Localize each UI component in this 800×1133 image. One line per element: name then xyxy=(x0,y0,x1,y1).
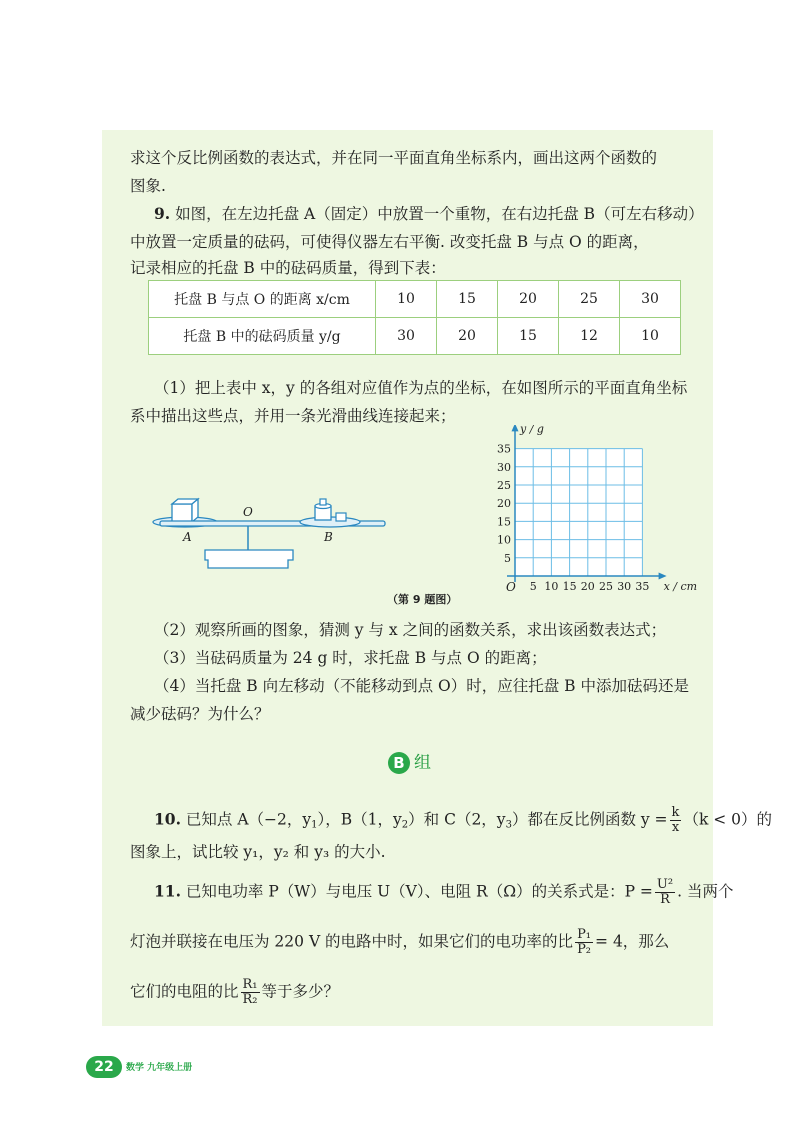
book-title: 数学 九年级上册 xyxy=(126,1063,193,1073)
y-tick-label: 5 xyxy=(504,551,511,565)
x-axis-label: x / cm xyxy=(663,580,698,593)
figure-caption: （第 9 题图） xyxy=(387,593,458,606)
q11-line3-a: 它们的电阻的比 xyxy=(130,982,239,1001)
table-cell: 20 xyxy=(437,318,498,355)
data-table xyxy=(148,280,681,355)
grid-background xyxy=(515,449,642,576)
table-cell: 15 xyxy=(437,281,498,318)
table-row xyxy=(149,281,681,318)
table-cell: 30 xyxy=(376,318,437,355)
q9-line-3: 记录相应的托盘 B 中的砝码质量，得到下表： xyxy=(130,259,446,277)
y-axis-arrow xyxy=(512,425,519,431)
q11-fraction-1 xyxy=(655,878,675,907)
y-tick-label: 35 xyxy=(497,442,511,456)
q10-text-d: ）都在反比例函数 y = xyxy=(511,810,668,829)
q11-frac3-den: R₂ xyxy=(242,992,258,1007)
counterweight-knob xyxy=(320,499,326,505)
q9-part1-line-1: （1）把上表中 x，y 的各组对应值作为点的坐标，在如图所示的平面直角坐标 xyxy=(154,379,688,397)
q9-line-2: 中放置一定质量的砝码，可使得仪器左右平衡. 改变托盘 B 与点 O 的距离， xyxy=(130,233,649,251)
q11-number: 11. xyxy=(154,881,181,901)
balance-illustration xyxy=(150,490,395,575)
x-tick-label: 20 xyxy=(580,580,595,593)
page-number: 22 xyxy=(86,1056,122,1078)
q10-text-c: ）和 C（2，y xyxy=(408,810,506,829)
y-tick-label: 30 xyxy=(497,460,511,474)
q11-fraction-3 xyxy=(241,978,260,1007)
label-b: B xyxy=(324,530,333,544)
coordinate-grid-chart xyxy=(480,425,700,593)
q11-text-b: . 当两个 xyxy=(677,882,734,901)
q10-text-b: ），B（1，y xyxy=(317,810,402,829)
table-cell: 25 xyxy=(559,281,620,318)
q11-frac2-num: P₁ xyxy=(577,927,592,942)
x-axis-arrow xyxy=(659,573,667,580)
y-tick-label: 25 xyxy=(497,479,511,492)
q11-frac2-den: P₂ xyxy=(577,942,592,957)
balance-base xyxy=(205,550,293,568)
q9-line-1 xyxy=(154,204,704,224)
q10-text-e: （k < 0）的 xyxy=(683,810,773,829)
weight-box xyxy=(172,504,192,522)
y-tick-label: 15 xyxy=(497,515,511,529)
q9-part4-line-2: 减少砝码？为什么？ xyxy=(130,705,270,723)
label-a: A xyxy=(183,530,192,544)
q10-frac-den: x xyxy=(671,820,680,835)
q9-part4-line-1: （4）当托盘 B 向左移动（不能移动到点 O）时，应往托盘 B 中添加砝码还是 xyxy=(154,677,689,695)
q11-line2-a: 灯泡并联接在电压为 220 V 的电路中时，如果它们的电功率的比 xyxy=(130,932,574,951)
table-cell: 10 xyxy=(620,318,681,355)
q11-line3-b: 等于多少？ xyxy=(261,982,340,1001)
q10-number: 10. xyxy=(154,809,181,829)
q11-frac1-den: R xyxy=(660,892,670,907)
q10-frac-num: k xyxy=(671,805,680,820)
q9-part3: （3）当砝码质量为 24 g 时，求托盘 B 与点 O 的距离； xyxy=(154,649,547,667)
origin-label: O xyxy=(506,580,516,593)
label-o: O xyxy=(243,505,253,519)
table-cell: 10 xyxy=(376,281,437,318)
q9-part2: （2）观察所画的图象，猜测 y 与 x 之间的函数关系，求出该函数表达式； xyxy=(154,621,667,639)
q10-line-2: 图象上，试比较 y₁，y₂ 和 y₃ 的大小. xyxy=(130,843,386,861)
table-cell: 30 xyxy=(620,281,681,318)
counterweight-small xyxy=(336,513,346,521)
x-tick-label: 15 xyxy=(562,580,577,593)
table-cell: 15 xyxy=(498,318,559,355)
q11-text-a: 已知电功率 P（W）与电压 U（V）、电阻 R（Ω）的关系式是：P = xyxy=(185,882,653,901)
y-tick-label: 20 xyxy=(497,497,511,511)
y-tick-label: 10 xyxy=(497,533,511,547)
q9-text-1: 如图，在左边托盘 A（固定）中放置一个重物，在右边托盘 B（可左右移动） xyxy=(175,205,704,223)
q11-line-2 xyxy=(130,928,669,957)
x-tick-label: 25 xyxy=(599,580,613,593)
group-badge: B xyxy=(388,752,410,774)
q11-line2-b: = 4，那么 xyxy=(595,932,670,951)
table-row xyxy=(149,318,681,355)
x-tick-label: 35 xyxy=(635,580,650,593)
q9-number: 9. xyxy=(154,204,171,223)
x-tick-label: 10 xyxy=(544,580,559,593)
q11-fraction-2 xyxy=(575,928,593,957)
intro-line-2: 图象. xyxy=(130,177,166,195)
q10-text-a: 已知点 A（−2，y xyxy=(185,810,312,829)
x-tick-label: 30 xyxy=(617,580,632,593)
table-header-cell: 托盘 B 与点 O 的距离 x/cm xyxy=(149,281,376,318)
group-b-heading xyxy=(388,748,431,774)
q9-part1-line-2: 系中描出这些点，并用一条光滑曲线连接起来； xyxy=(130,407,456,425)
table-header-cell: 托盘 B 中的砝码质量 y/g xyxy=(149,318,376,355)
x-tick-label: 5 xyxy=(529,580,537,593)
weight-box-side xyxy=(192,499,198,522)
q11-frac3-num: R₁ xyxy=(242,977,258,992)
q10-line-1: 10. 已知点 A（−2，$y_1$），B（1，$y_2$）和 C（2，$y_3$）都在反比例函数 y = $\frac{k}{x}$ （k < 0）的 xyxy=(154,805,773,835)
q11-line-3 xyxy=(130,978,339,1007)
q10-fraction xyxy=(670,806,682,835)
table-cell: 12 xyxy=(559,318,620,355)
q11-frac1-num: U² xyxy=(656,877,674,892)
group-label: 组 xyxy=(414,753,431,773)
table-cell: 20 xyxy=(498,281,559,318)
q11-line-1 xyxy=(154,878,733,907)
intro-line-1: 求这个反比例函数的表达式，并在同一平面直角坐标系内，画出这两个函数的 xyxy=(130,149,658,167)
y-axis-label: y / g xyxy=(520,425,544,436)
